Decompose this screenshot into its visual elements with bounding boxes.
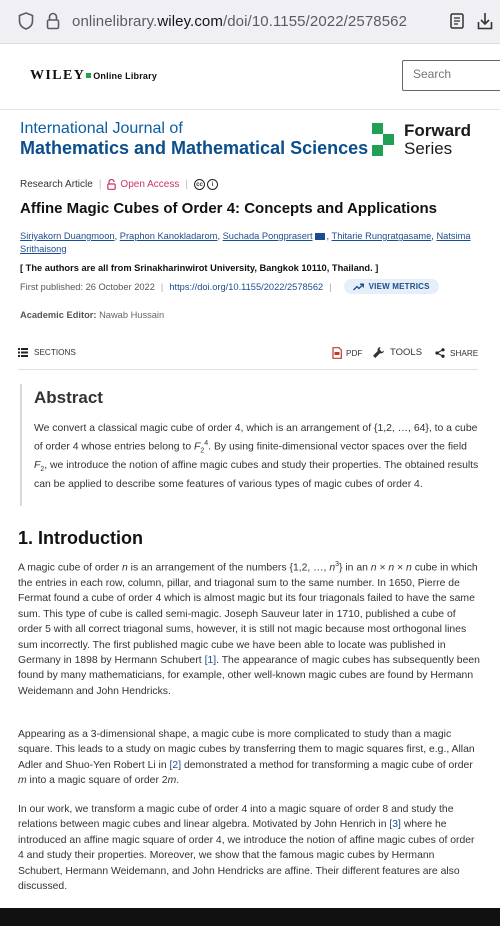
author-link[interactable]: Thitarie Rungratgasame xyxy=(331,231,432,241)
article-title: Affine Magic Cubes of Order 4: Concepts and Applications xyxy=(20,200,437,217)
search-input[interactable] xyxy=(403,61,500,87)
browser-url-bar xyxy=(0,0,500,44)
text-run: A magic cube of order xyxy=(18,562,122,574)
bottom-bar xyxy=(0,908,500,926)
sections-label: SECTIONS xyxy=(34,348,76,357)
view-metrics-button[interactable] xyxy=(344,279,439,294)
share-button[interactable] xyxy=(435,348,478,358)
journal-name-line1: International Journal of xyxy=(20,120,183,137)
reference-link[interactable]: [3] xyxy=(389,819,401,831)
editor-name: Nawab Hussain xyxy=(99,310,165,320)
introduction-heading: 1. Introduction xyxy=(18,528,143,548)
series-bold: Forward xyxy=(404,121,472,140)
download-icon[interactable] xyxy=(477,12,493,30)
trend-up-icon xyxy=(353,283,364,291)
share-label: SHARE xyxy=(450,348,479,358)
logo-dot-icon xyxy=(86,73,91,78)
wrench-icon xyxy=(372,346,385,359)
pdf-button[interactable] xyxy=(332,347,362,359)
forward-series-label xyxy=(404,122,471,158)
by-icon: i xyxy=(207,179,218,190)
divider: | xyxy=(98,179,102,190)
editor-label: Academic Editor: xyxy=(20,310,97,320)
pdf-icon xyxy=(332,347,342,359)
corresponding-author-mail-icon[interactable] xyxy=(315,233,325,240)
shield-icon[interactable] xyxy=(18,12,34,30)
article-toolbar xyxy=(18,342,478,370)
intro-paragraph-2: Appearing as a 3-dimensional shape, a magic cube is more complicated to study than a magic square. This leads to a study on magic cubes by transferring them to magic squares first, e.g., Allan Adler and Shuo-Yen Robert Li in [2] demonstrated a method for transforming a magic cube of order m into a magic square of order 2m. xyxy=(18,729,475,787)
logo-suffix: Online Library xyxy=(93,71,158,81)
creative-commons-icon[interactable] xyxy=(194,179,218,190)
divider: | xyxy=(160,281,164,292)
text-run: } in an xyxy=(339,562,371,574)
author-link[interactable]: Suchada Pongprasert xyxy=(222,231,313,241)
text-run: where he introduced an affine magic square of order 4, we introduce the notion of affine magic cubes of order 4 and study their properties. Moreover, we show that the famous magic cubes by Hermann Schubert, Hermann Weidemann, and John Hendricks are affine. Their different features are also discussed. xyxy=(18,819,475,893)
text-run: Appearing as a 3-dimensional shape, a magic cube is more complicated to study than a magic square. This leads to a study on magic cubes by transferring them to magic squares first, e.g., Allan Adler and Shuo-Yen Robert Li in xyxy=(18,729,475,771)
list-icon xyxy=(18,348,28,357)
cc-icon: cc xyxy=(194,179,205,190)
abstract-text-part: , we introduce the notion of affine magic cubes and study their properties. The obtained results can be applied to describe some features of various types of magic cubes of order 4. xyxy=(34,460,479,491)
publication-row xyxy=(20,279,439,294)
doi-link[interactable]: https://doi.org/10.1155/2022/2578562 xyxy=(169,281,324,292)
abstract-text-part: We convert a classical magic cube of order 4, which is an arrangement of {1,2, …, 64}, to a cube of order 4 whose entries belong to xyxy=(34,423,478,453)
author-link[interactable]: Praphon Kanokladarom xyxy=(119,231,218,241)
series-light: Series xyxy=(404,139,453,158)
sections-button[interactable] xyxy=(18,348,76,357)
lock-icon[interactable] xyxy=(46,12,60,30)
academic-editor xyxy=(20,310,164,320)
url-path: /doi/10.1155/2022/2578562 xyxy=(222,13,408,30)
author-link[interactable]: Natsima Srithaisong xyxy=(20,231,471,254)
open-lock-icon xyxy=(107,179,116,190)
text-run: demonstrated a method for transforming a magic cube of order xyxy=(181,759,473,771)
reader-view-icon[interactable] xyxy=(450,13,464,29)
tools-label: TOOLS xyxy=(390,347,423,358)
open-access-label: Open Access xyxy=(120,179,180,190)
first-published: First published: 26 October 2022 xyxy=(20,281,155,292)
text-run: cube in which the entries in each row, column, pillar, and triagonal sum to the same number. In 1650, Pierre de Fermat found a cube of order 4 which is almost magic but its four triagonals failed to have the same sum. This type of cube is called semi-magic. Joseph Sauveur later in 1710, published a cube of order 5 with all correct triagonal sums, however, it is still not magic because most orthogonal lines sum incorrectly. The first published magic cube we have been able to locate was published in Germany in 1898 by Hermann Schubert xyxy=(18,562,478,666)
author-link[interactable]: Siriyakorn Duangmoon xyxy=(20,231,115,241)
site-header xyxy=(0,44,500,110)
intro-paragraph-1: A magic cube of order n is an arrangement of the numbers {1,2, …, $n^3$} in an n × n × n cube in which the entries in each row, column, pillar, and triagonal sum to the same number. In 1650, Pierre de Fermat found a cube of order 4 which is almost magic but its four triagonals failed to have the same sum. This type of cube is called semi-magic. Joseph Sauveur later in 1710, published a cube of order 5 with all correct triagonal sums, however, it is still not magic because most orthogonal lines sum incorrectly. The first published magic cube we have been able to locate was published in Germany in 1898 by Hermann Schubert [1]. The appearance of magic cubes has subsequently been found by many mathematicians, for example, other well-known magic cubes are found by Hermann Weidemann and John Hendricks. xyxy=(18,561,480,697)
journal-name-line2: Mathematics and Mathematical Sciences xyxy=(20,138,369,158)
article-meta-row xyxy=(20,179,218,190)
abstract-text-part: . By using finite-dimensional vector spaces over the field xyxy=(208,441,467,453)
view-metrics-label: VIEW METRICS xyxy=(368,282,430,291)
divider: | xyxy=(185,179,188,190)
forward-series-logo-icon xyxy=(372,123,394,157)
intro-paragraph-3 xyxy=(18,802,480,894)
url-field[interactable] xyxy=(72,13,407,30)
share-icon xyxy=(435,348,445,358)
text-run: . The appearance of magic cubes has subsequently been found by many mathematicians, for example, other well-known magic cubes are found by Hermann Weidemann and John Hendricks. xyxy=(18,654,480,697)
url-prefix: onlinelibrary. xyxy=(72,13,158,30)
text-run: into a magic square of order 2 xyxy=(26,775,168,787)
search-box[interactable] xyxy=(402,60,500,91)
abstract-text: We convert a classical magic cube of order 4, which is an arrangement of {1,2, …, 64}, to a cube of order 4 whose entries belong to $F_2^4$. By using finite-dimensional vector spaces over the field $F_2$, we introduce the notion of affine magic cubes and study their properties. The obtained results can be applied to describe some features of various types of magic cubes of order 4. xyxy=(34,423,479,491)
divider: | xyxy=(329,281,332,292)
open-access-badge xyxy=(107,179,179,190)
text-run: is an arrangement of the numbers {1,2, …, xyxy=(127,562,330,574)
affiliation: [ The authors are all from Srinakharinwirot University, Bangkok 10110, Thailand. ] xyxy=(20,263,379,273)
text-run: . xyxy=(176,775,180,787)
article-type: Research Article xyxy=(20,179,93,190)
logo-wordmark: WILEY xyxy=(30,68,86,83)
tools-button[interactable] xyxy=(372,346,422,359)
wiley-logo[interactable] xyxy=(30,68,157,84)
url-domain: wiley.com xyxy=(157,13,223,30)
pdf-label: PDF xyxy=(346,348,363,358)
abstract-section xyxy=(20,384,482,506)
abstract-heading: Abstract xyxy=(34,388,103,407)
text-run: In our work, we transform a magic cube of order 4 into a magic square of order 8 and study the relations between magic cubes and linear algebra. Motivated by John Henrich in xyxy=(18,804,454,831)
author-list: Siriyakorn Duangmoon, Praphon Kanokladarom, Suchada Pongprasert , Thitarie Rungratgasame, Natsima Srithaisong xyxy=(20,231,471,254)
reference-link[interactable]: [2] xyxy=(169,759,182,771)
reference-link[interactable]: [1] xyxy=(204,654,217,666)
